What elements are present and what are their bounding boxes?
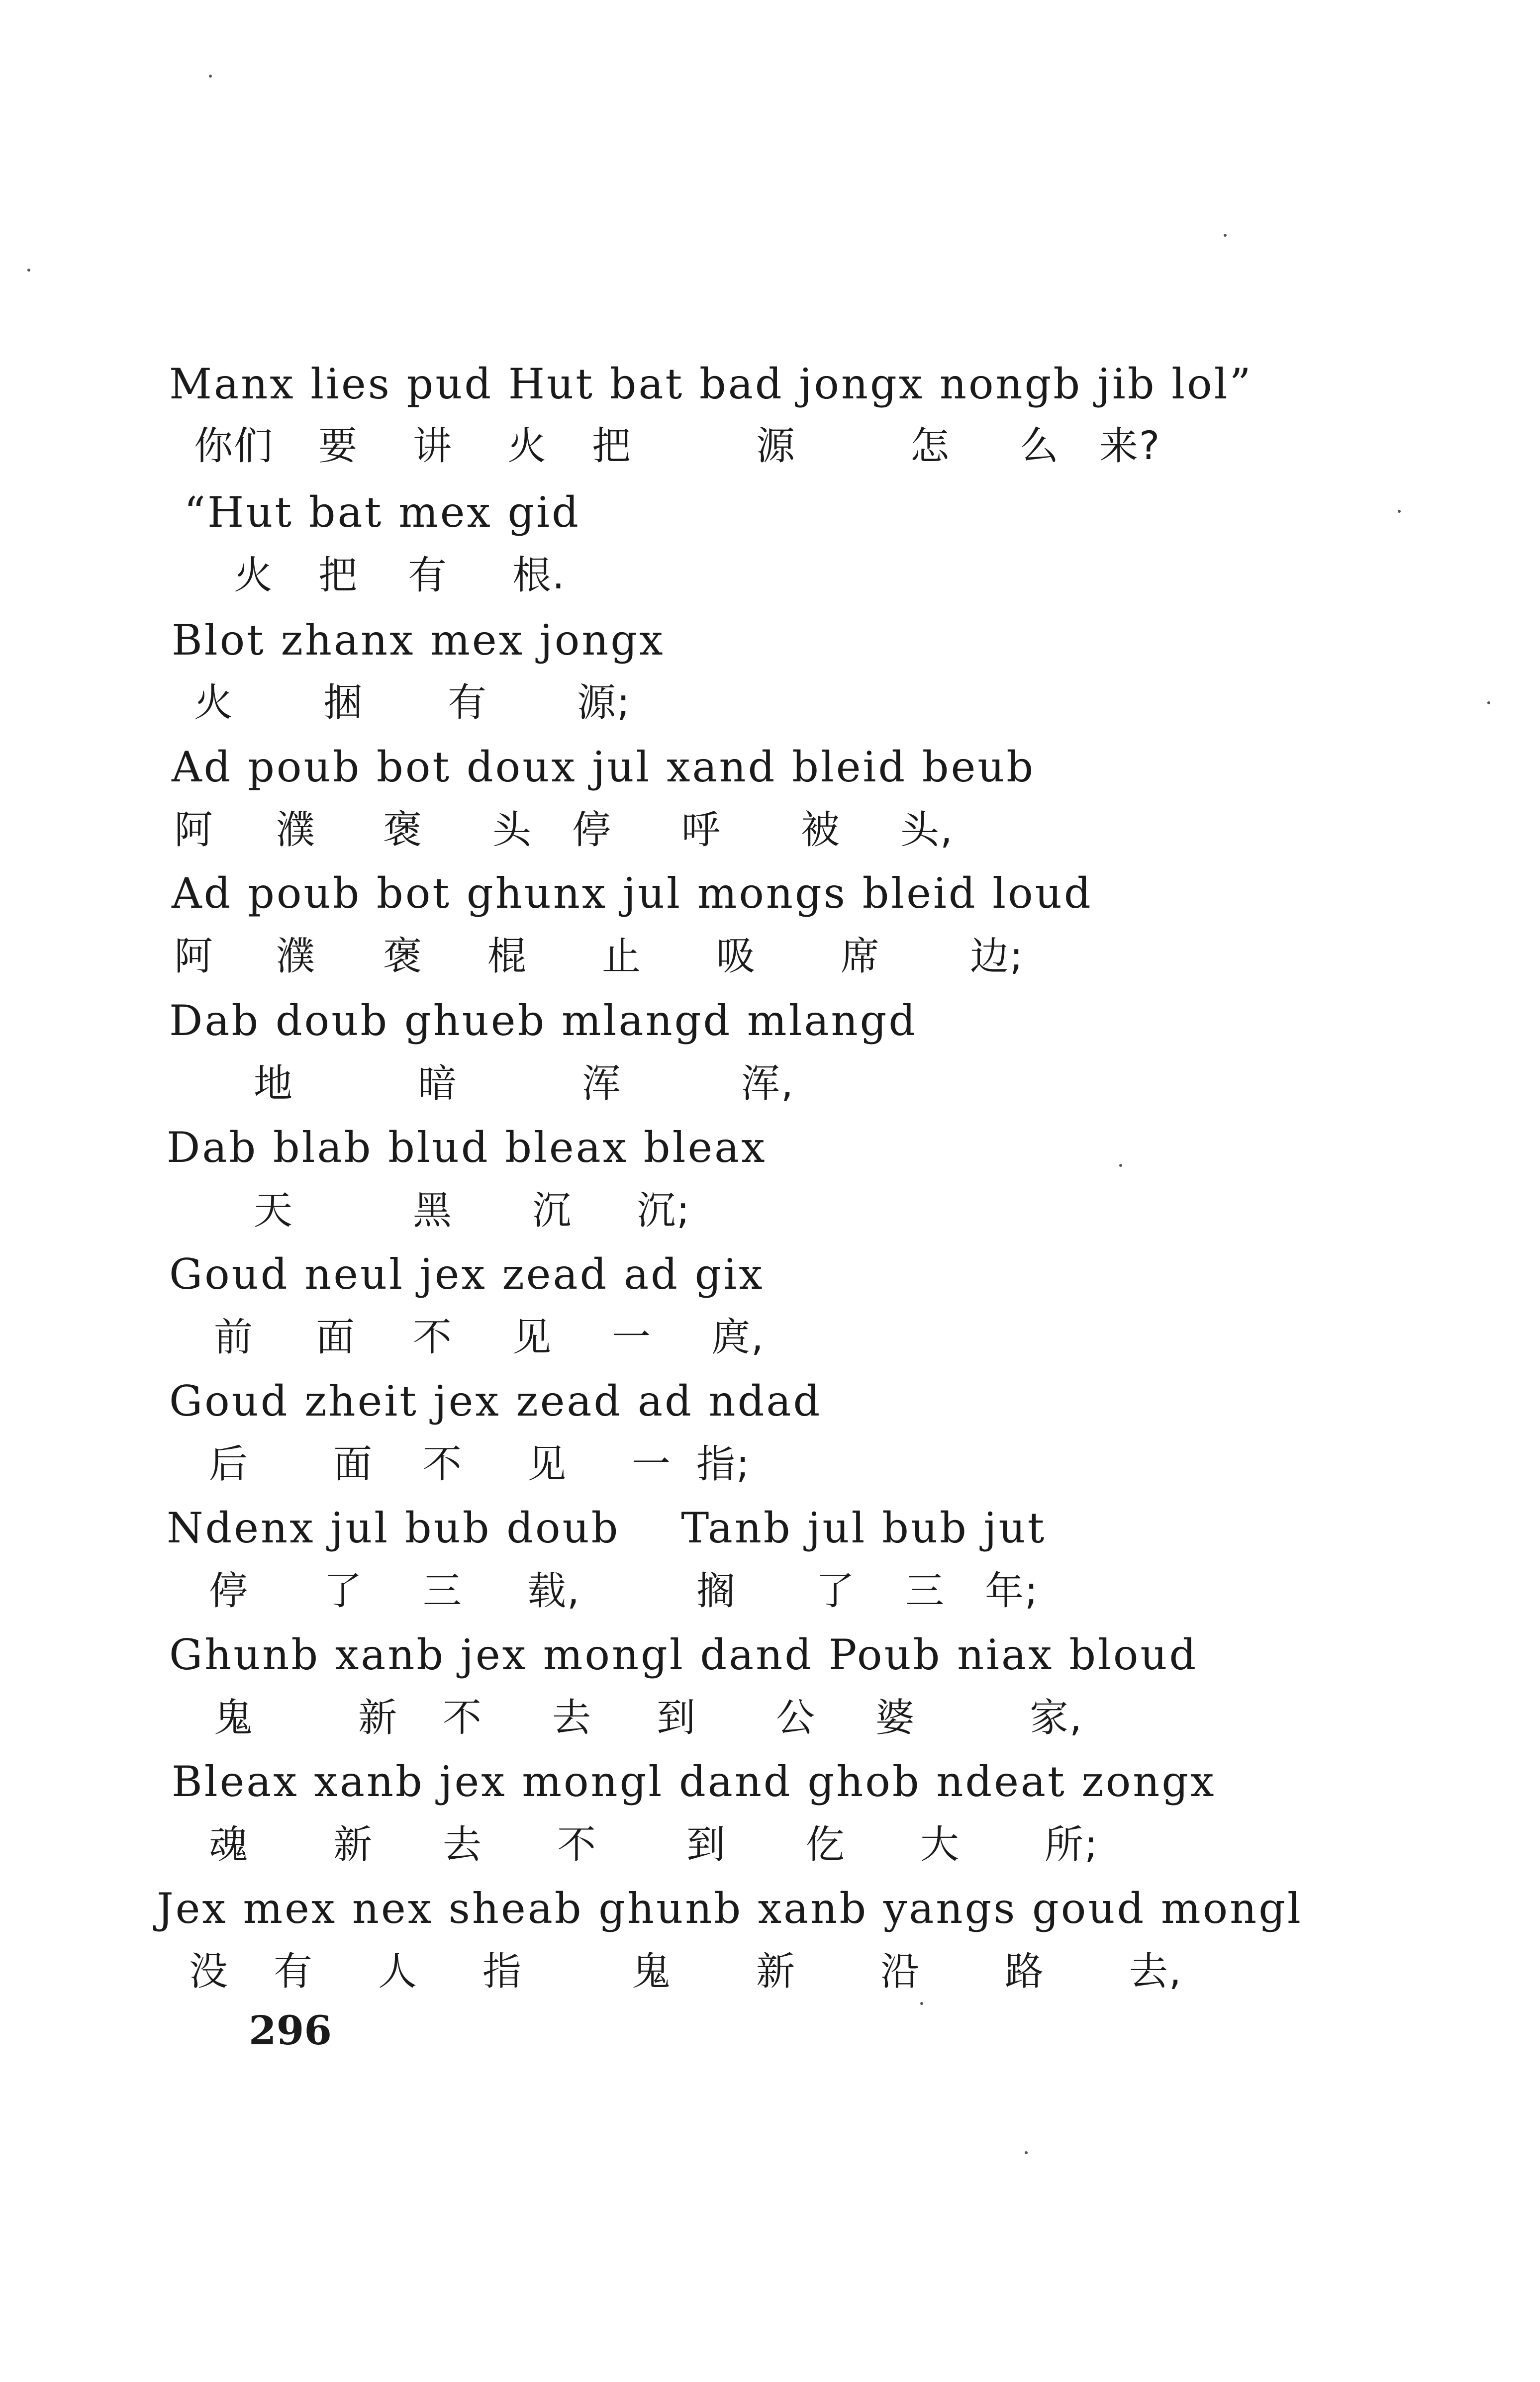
zh-char: 见: [527, 1442, 568, 1487]
zh-char: 到: [686, 1822, 727, 1867]
page-number: 296: [249, 2007, 332, 2054]
zh-char: 家,: [1030, 1696, 1083, 1740]
zh-char: 鬼: [214, 1696, 254, 1740]
zh-char: 鬼: [632, 1949, 672, 1994]
zh-char: 到: [657, 1696, 697, 1740]
miao-line-12: Bleax xanb jex mongl dand ghob ndeat zongx: [172, 1757, 1216, 1806]
zh-char: 指: [482, 1949, 523, 1994]
zh-char: 魂: [209, 1822, 249, 1867]
miao-line-5: Ad poub bot ghunx jul mongs bleid loud: [172, 869, 1093, 918]
zh-char: 三: [905, 1569, 946, 1614]
zh-char: 没: [189, 1949, 229, 1994]
miao-line-3: Blot zhanx mex jongx: [172, 616, 665, 665]
zh-char: 不: [557, 1822, 597, 1867]
miao-line-8: Goud neul jex zead ad gix: [169, 1250, 765, 1299]
zh-char: 天: [254, 1188, 294, 1233]
scan-speck: [920, 2002, 923, 2005]
miao-line-10: Ndenx jul bub doub Tanb jul bub jut: [167, 1504, 1047, 1552]
zh-char: 源: [756, 424, 796, 469]
zh-char: 了: [323, 1569, 364, 1614]
zh-char: 沿: [880, 1949, 921, 1994]
zh-char: 不: [443, 1696, 483, 1740]
zh-char: 庹,: [711, 1315, 765, 1360]
zh-char: 去,: [1129, 1949, 1182, 1994]
zh-char: 面: [316, 1315, 356, 1360]
scan-speck: [1487, 701, 1490, 704]
miao-line-13: Jex mex nex sheab ghunb xanb yangs goud mongl: [157, 1884, 1303, 1933]
zh-char: 火: [507, 424, 548, 469]
zh-char: 呼: [681, 808, 722, 853]
zh-char: 前: [214, 1315, 254, 1360]
zh-char: 地: [254, 1061, 294, 1106]
zh-char: 婆: [875, 1696, 916, 1740]
zh-char: 头: [492, 808, 533, 853]
zh-char: 怎: [910, 424, 951, 469]
zh-char: 新: [358, 1696, 398, 1740]
zh-char: 有: [274, 1949, 314, 1994]
zh-char: 后: [209, 1442, 249, 1487]
scan-speck: [1119, 1164, 1122, 1167]
zh-char: 了: [816, 1569, 856, 1614]
zh-char: 火: [194, 680, 234, 725]
zh-char: 来?: [1099, 424, 1161, 469]
zh-char: 要: [318, 424, 359, 469]
zh-char: 不: [423, 1442, 463, 1487]
zh-char: 仡: [806, 1822, 846, 1867]
zh-char: 人: [378, 1949, 418, 1994]
zh-char: 阿: [174, 934, 214, 979]
zh-char: 面: [333, 1442, 374, 1487]
zh-char: 火: [234, 553, 274, 598]
zh-char: 沉: [532, 1188, 573, 1233]
zh-char: 所;: [1045, 1822, 1099, 1867]
zh-char: 暗: [418, 1061, 458, 1106]
zh-char: 吸: [716, 934, 757, 979]
zh-char: 么: [1020, 424, 1060, 469]
zh-char: 新: [333, 1822, 374, 1867]
zh-char: 路: [1005, 1949, 1045, 1994]
zh-char: 席: [841, 934, 881, 979]
scan-speck: [27, 269, 30, 272]
scan-speck: [1025, 2151, 1028, 2154]
zh-char: 讲: [413, 424, 453, 469]
miao-line-1: Manx lies pud Hut bat bad jongx nongb jib lol”: [169, 360, 1253, 408]
zh-char: 浑,: [741, 1061, 794, 1106]
miao-line-4: Ad poub bot doux jul xand bleid beub: [172, 743, 1036, 791]
zh-char: 黑: [413, 1188, 453, 1233]
zh-char: 新: [756, 1949, 796, 1994]
zh-char: 捆: [323, 680, 364, 725]
scan-speck: [1224, 234, 1227, 237]
zh-char: 止: [602, 934, 642, 979]
scan-speck: [1398, 510, 1401, 513]
zh-char: 有: [408, 553, 448, 598]
zh-char: 见: [512, 1315, 553, 1360]
zh-char: 你们: [194, 424, 274, 469]
zh-char: 去: [552, 1696, 592, 1740]
zh-char: 停: [572, 808, 612, 853]
scan-speck: [209, 75, 212, 78]
zh-char: 一: [612, 1315, 652, 1360]
miao-line-2: “Hut bat mex gid: [184, 488, 580, 537]
zh-char: 公: [776, 1696, 816, 1740]
zh-char: 大: [920, 1822, 961, 1867]
zh-char: 停: [209, 1569, 249, 1614]
zh-char: 指;: [696, 1442, 751, 1487]
zh-char: 濮: [276, 808, 316, 853]
zh-char: 根.: [512, 553, 566, 598]
zh-char: 沉;: [637, 1188, 691, 1233]
zh-char: 把: [592, 424, 632, 469]
zh-char: 把: [318, 553, 359, 598]
zh-char: 濮: [276, 934, 316, 979]
zh-char: 有: [448, 680, 488, 725]
zh-char: 搁: [696, 1569, 737, 1614]
zh-char: 不: [413, 1315, 453, 1360]
zh-char: 边;: [970, 934, 1024, 979]
zh-char: 被: [801, 808, 841, 853]
zh-char: 阿: [174, 808, 214, 853]
zh-char: 载,: [527, 1569, 580, 1614]
zh-char: 源;: [577, 680, 631, 725]
zh-char: 年;: [985, 1569, 1039, 1614]
zh-char: 浑: [582, 1061, 622, 1106]
miao-line-6: Dab doub ghueb mlangd mlangd: [169, 996, 918, 1045]
miao-line-11: Ghunb xanb jex mongl dand Poub niax bloud: [169, 1630, 1198, 1679]
zh-char: 三: [423, 1569, 463, 1614]
zh-char: 褒: [383, 808, 423, 853]
zh-char: 棍: [487, 934, 528, 979]
zh-char: 头,: [900, 808, 954, 853]
zh-char: 褒: [383, 934, 423, 979]
zh-char: 去: [443, 1822, 483, 1867]
miao-line-9: Goud zheit jex zead ad ndad: [169, 1377, 822, 1426]
zh-char: 一: [632, 1442, 672, 1487]
miao-line-7: Dab blab blud bleax bleax: [167, 1123, 767, 1172]
